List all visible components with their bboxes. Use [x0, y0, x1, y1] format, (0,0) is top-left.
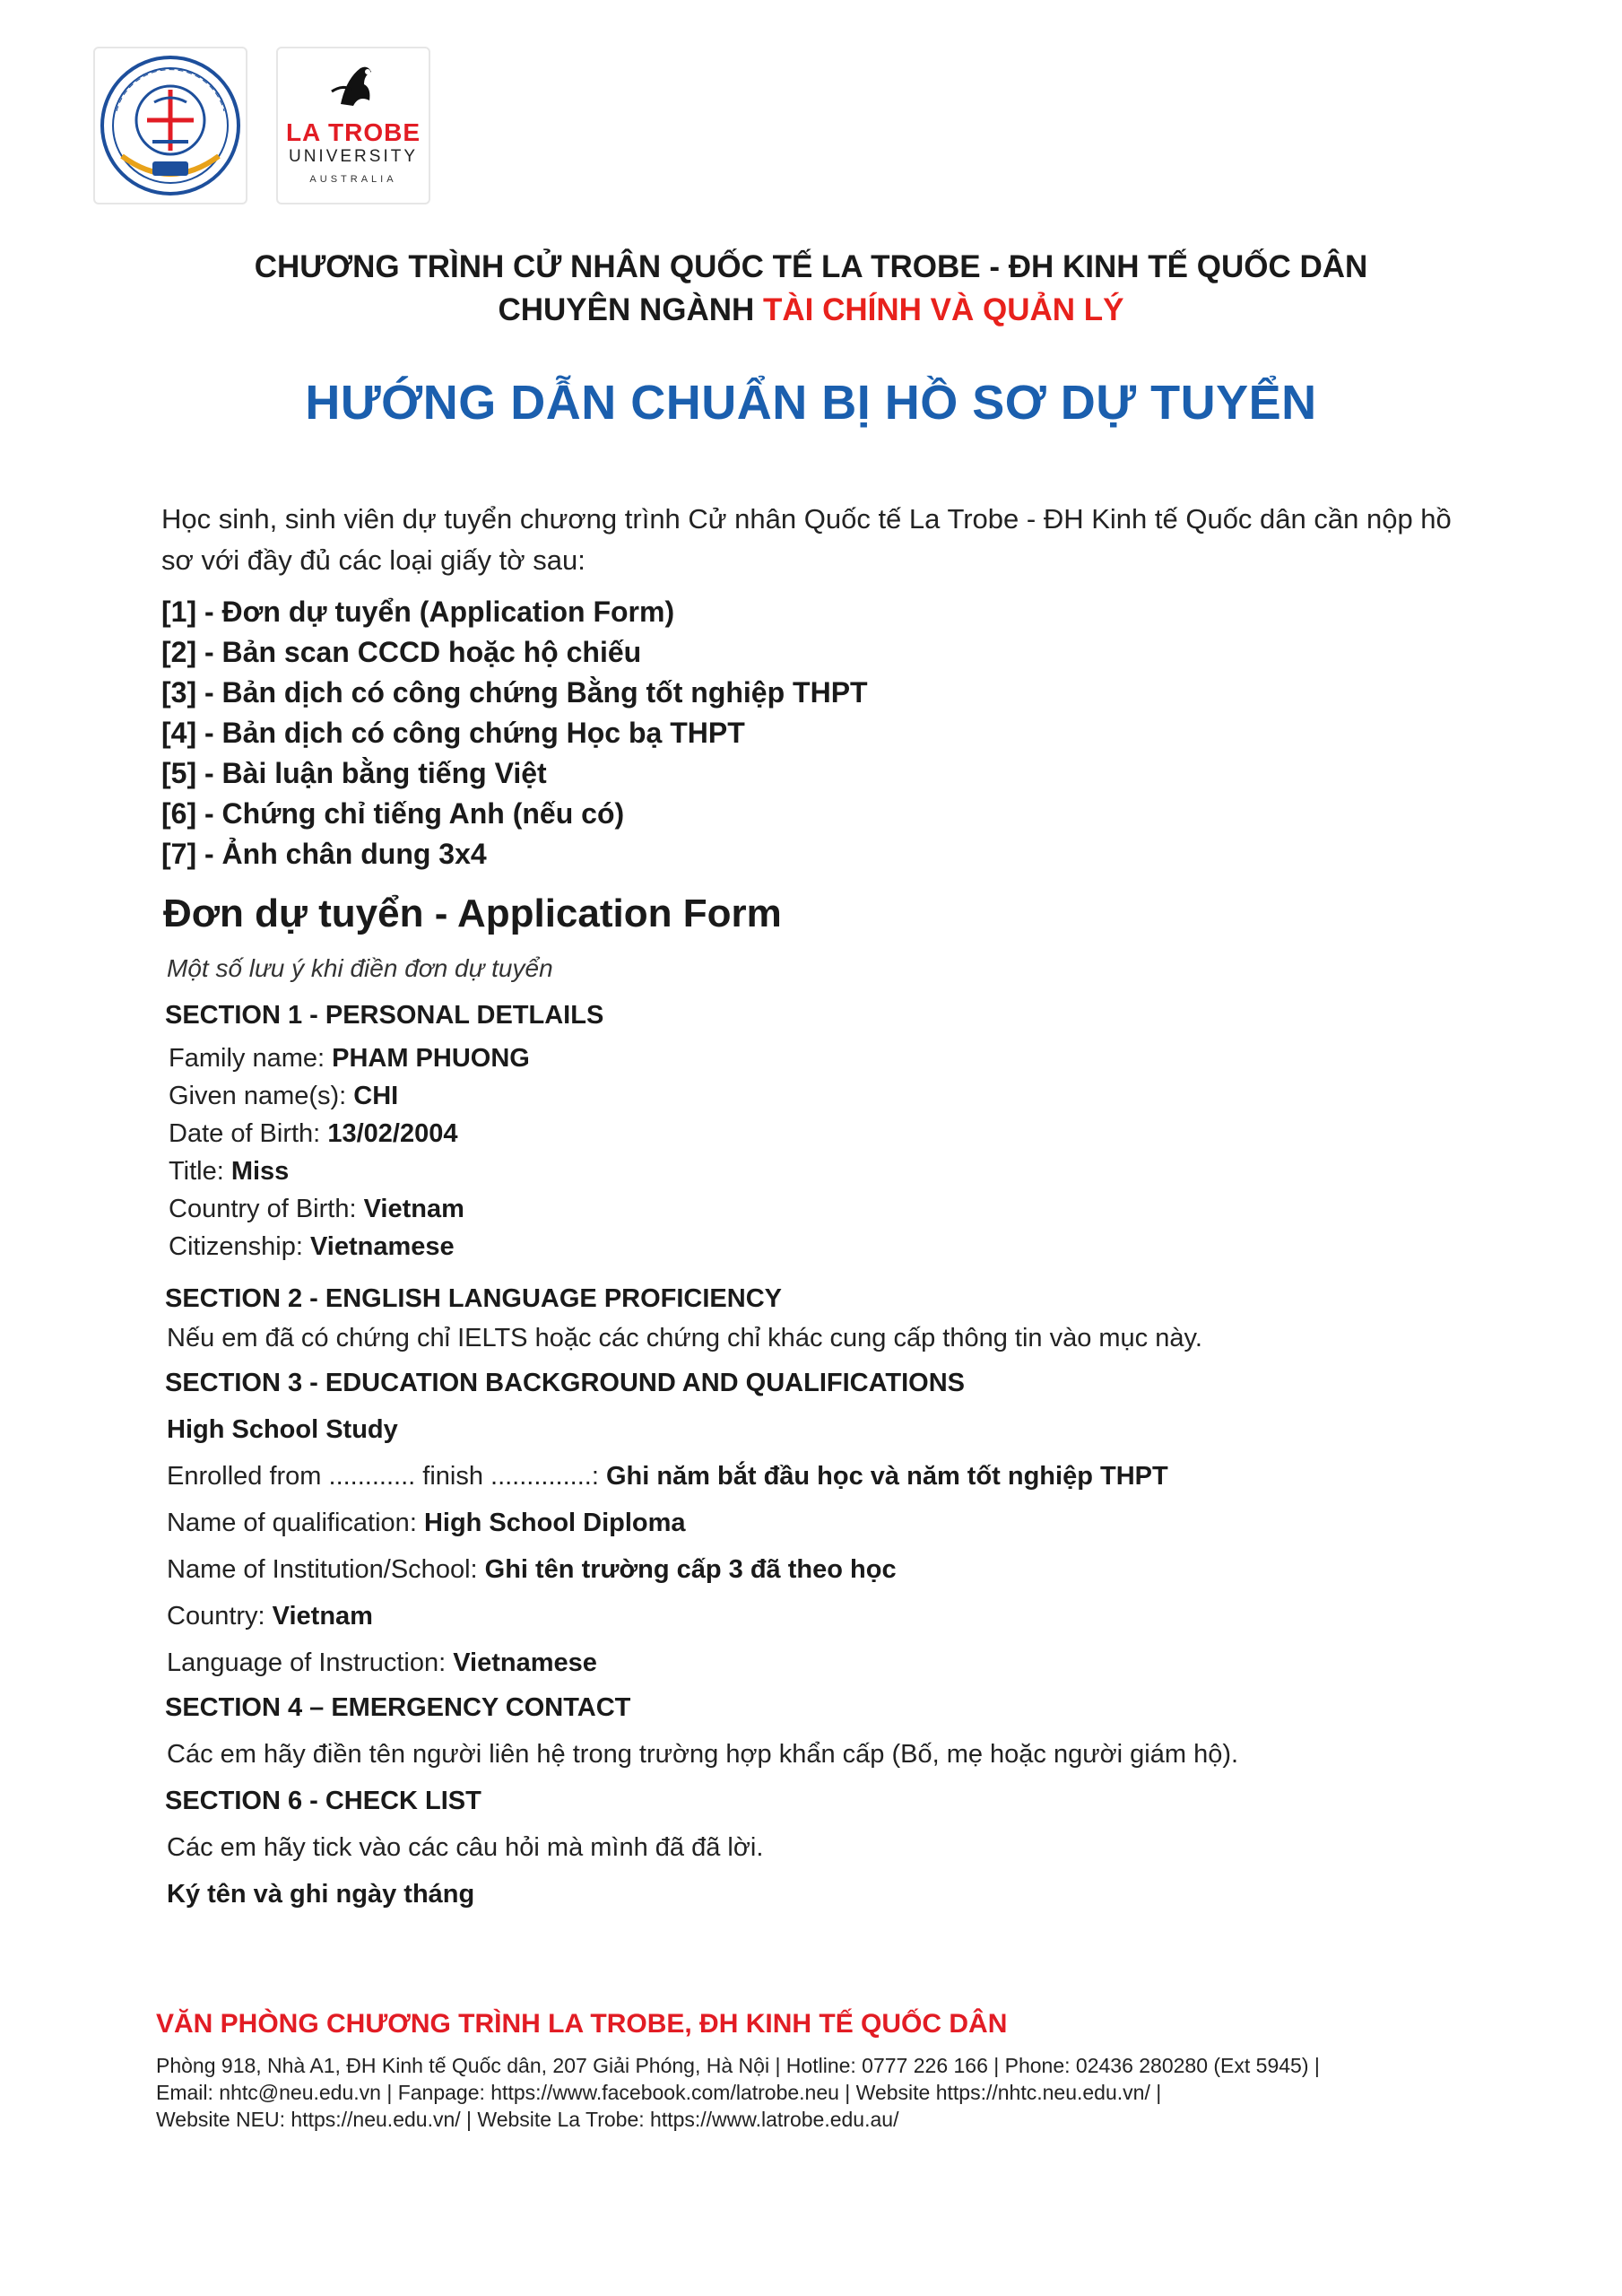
enrolled-field	[167, 1462, 1168, 1492]
list-item: [4] - Bản dịch có công chứng Học bạ THPT	[161, 717, 745, 749]
major-prefix: CHUYÊN NGÀNH	[498, 292, 764, 327]
field-value: Vietnamese	[453, 1648, 597, 1677]
section6-text: Các em hãy tick vào các câu hỏi mà mình đã đã lời.	[167, 1833, 764, 1862]
institution-field	[167, 1555, 897, 1585]
field-label: Given name(s):	[169, 1082, 354, 1110]
field-value: Ghi tên trường cấp 3 đã theo học	[484, 1555, 897, 1584]
intro-paragraph: Học sinh, sinh viên dự tuyển chương trình Cử nhân Quốc tế La Trobe - ĐH Kinh tế Quốc dân cần nộp hồ sơ với đầy đủ các loại giấy tờ sau:	[161, 503, 1452, 576]
field-value: High School Diploma	[423, 1509, 686, 1537]
list-item: [6] - Chứng chỉ tiếng Anh (nếu có)	[161, 797, 625, 830]
major-heading	[0, 292, 1622, 328]
program-heading: CHƯƠNG TRÌNH CỬ NHÂN QUỐC TẾ LA TROBE - ĐH KINH TẾ QUỐC DÂN	[254, 249, 1368, 284]
field-label: Title:	[169, 1157, 231, 1186]
latrobe-wordmark: LA TROBE	[285, 118, 421, 146]
citizenship-field	[169, 1232, 455, 1262]
field-label: Family name:	[169, 1044, 333, 1073]
qualification-field	[167, 1509, 686, 1538]
field-value: CHI	[353, 1082, 399, 1110]
list-item: [3] - Bản dịch có công chứng Bằng tốt nghiệp THPT	[161, 676, 868, 709]
footer-contacts: Email: nhtc@neu.edu.vn | Fanpage: https://www.facebook.com/latrobe.neu | Website https://nhtc.neu.edu.vn/ |	[156, 2081, 1162, 2104]
section6-title: SECTION 6 - CHECK LIST	[165, 1787, 481, 1815]
field-value: 13/02/2004	[327, 1119, 458, 1148]
page-title: HƯỚNG DẪN CHUẨN BỊ HỒ SƠ DỰ TUYỂN	[305, 376, 1317, 430]
given-name-field	[169, 1082, 398, 1111]
document-list	[161, 592, 868, 874]
footer-address: Phòng 918, Nhà A1, ĐH Kinh tế Quốc dân, 207 Giải Phóng, Hà Nội | Hotline: 0777 226 166 | Phone: 02436 280280 (Ext 5945) |	[156, 2054, 1320, 2077]
list-item: [7] - Ảnh chân dung 3x4	[161, 838, 487, 870]
field-label: Date of Birth:	[169, 1119, 328, 1148]
field-label: Enrolled from ............ finish ..............:	[167, 1462, 606, 1491]
country-of-birth-field	[169, 1195, 464, 1224]
latrobe-university-text: UNIVERSITY	[288, 147, 419, 166]
section2-text: Nếu em đã có chứng chỉ IELTS hoặc các chứng chỉ khác cung cấp thông tin vào mục này.	[167, 1324, 1202, 1352]
family-name-field	[169, 1044, 530, 1074]
section4-title: SECTION 4 – EMERGENCY CONTACT	[165, 1693, 631, 1722]
neu-emblem-icon	[95, 48, 246, 203]
eagle-icon	[278, 48, 429, 120]
form-note: Một số lưu ý khi điền đơn dự tuyển	[167, 954, 553, 982]
neu-logo	[93, 47, 247, 204]
field-value: Ghi năm bắt đầu học và năm tốt nghiệp THPT	[605, 1462, 1168, 1491]
form-heading: Đơn dự tuyển - Application Form	[163, 891, 782, 935]
field-value: Vietnamese	[309, 1232, 455, 1261]
field-label: Name of Institution/School:	[167, 1555, 485, 1584]
list-item: [1] - Đơn dự tuyển (Application Form)	[161, 596, 675, 628]
footer-title: VĂN PHÒNG CHƯƠNG TRÌNH LA TROBE, ĐH KINH TẾ QUỐC DÂN	[156, 2009, 1008, 2039]
field-label: Name of qualification:	[167, 1509, 424, 1537]
list-item: [2] - Bản scan CCCD hoặc hộ chiếu	[161, 636, 642, 668]
field-label: Country of Birth:	[169, 1195, 364, 1223]
field-value: Vietnam	[272, 1602, 373, 1631]
language-of-instruction-field	[167, 1648, 597, 1678]
latrobe-logo	[276, 47, 430, 204]
field-label: Country:	[167, 1602, 273, 1631]
section2-title: SECTION 2 - ENGLISH LANGUAGE PROFICIENCY	[165, 1284, 782, 1313]
field-value: PHAM PHUONG	[332, 1044, 530, 1073]
list-item: [5] - Bài luận bằng tiếng Việt	[161, 757, 547, 789]
section3-title: SECTION 3 - EDUCATION BACKGROUND AND QUALIFICATIONS	[165, 1369, 966, 1397]
field-value: Miss	[230, 1157, 290, 1186]
field-value: Vietnam	[363, 1195, 464, 1223]
section1-title: SECTION 1 - PERSONAL DETLAILS	[165, 1001, 604, 1030]
title-field	[169, 1157, 289, 1187]
field-label: Language of Instruction:	[167, 1648, 454, 1677]
section3-subtitle: High School Study	[167, 1415, 398, 1444]
major-name: TÀI CHÍNH VÀ QUẢN LÝ	[763, 292, 1124, 327]
country-field	[167, 1602, 373, 1631]
footer-websites: Website NEU: https://neu.edu.vn/ | Website La Trobe: https://www.latrobe.edu.au/	[156, 2108, 899, 2131]
section4-text: Các em hãy điền tên người liên hệ trong trường hợp khẩn cấp (Bố, mẹ hoặc người giám hộ).	[167, 1740, 1239, 1769]
latrobe-australia-text: AUSTRALIA	[309, 174, 397, 185]
date-of-birth-field	[169, 1119, 457, 1149]
field-label: Citizenship:	[169, 1232, 310, 1261]
signature-instruction: Ký tên và ghi ngày tháng	[167, 1880, 475, 1909]
